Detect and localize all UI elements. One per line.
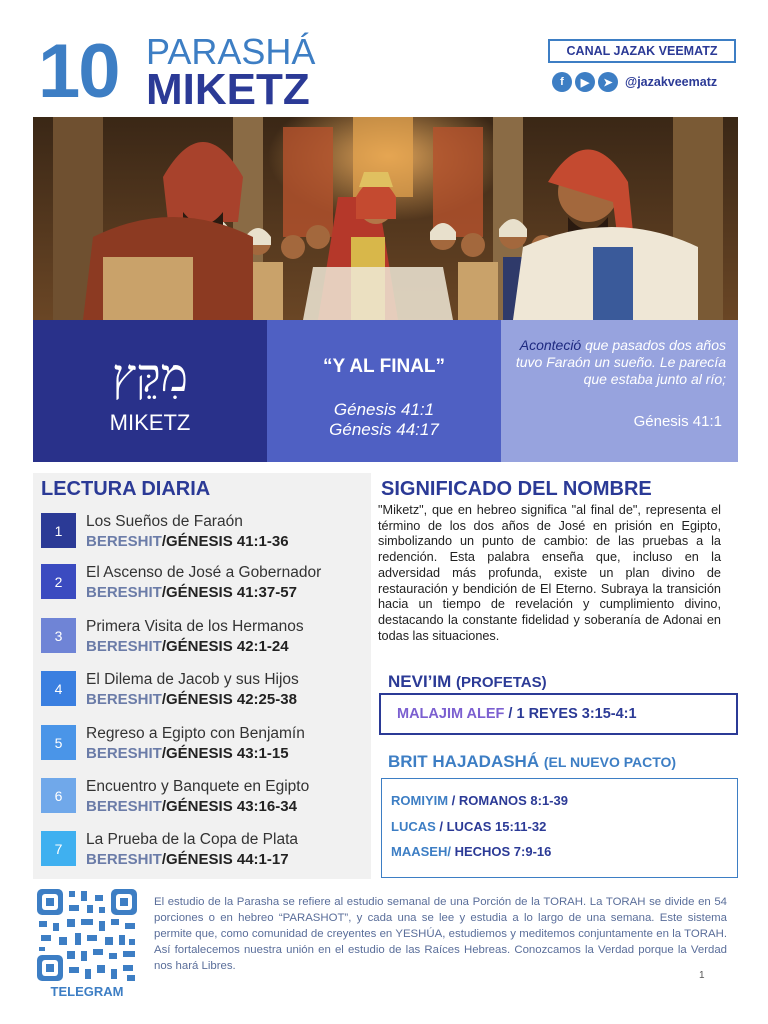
prophets-title: NEVI’IM (PROFETAS) — [388, 672, 547, 691]
reading-reference: BERESHIT/GÉNESIS 41:1-36 — [86, 533, 289, 550]
prophets-box — [379, 693, 738, 735]
social-links — [552, 72, 717, 92]
verse-panel — [501, 320, 738, 462]
new-covenant-title: BRIT HAJADASHÁ (EL NUEVO PACTO) — [388, 752, 677, 771]
reading-reference: BERESHIT/GÉNESIS 41:37-57 — [86, 584, 297, 601]
daily-reading-title: LECTURA DIARIA — [41, 478, 211, 500]
hebrew-title: מִקֵּץ — [112, 348, 188, 402]
reading-number: 2 — [41, 564, 76, 599]
reading-title: Regreso a Egipto con Benjamín — [86, 725, 305, 742]
reading-number: 4 — [41, 671, 76, 706]
social-handle[interactable]: @jazakveematz — [625, 75, 718, 89]
new-covenant-box — [381, 778, 738, 878]
name-meaning-title: SIGNIFICADO DEL NOMBRE — [381, 478, 652, 500]
verse-reference: Génesis 41:1 — [633, 413, 722, 430]
telegram-qr-code[interactable] — [37, 889, 137, 981]
reading-item[interactable] — [41, 513, 371, 553]
reading-reference: BERESHIT/GÉNESIS 42:25-38 — [86, 691, 297, 708]
facebook-icon[interactable]: f — [552, 72, 572, 92]
reference-start: Génesis 41:1 — [333, 400, 435, 419]
reading-title: Encuentro y Banquete en Egipto — [86, 778, 310, 795]
youtube-icon[interactable]: ▶ — [575, 72, 595, 92]
parasha-label: PARASHÁ — [146, 31, 316, 72]
reading-number: 6 — [41, 778, 76, 813]
reading-item[interactable] — [41, 778, 371, 818]
page-number: 1 — [699, 970, 705, 981]
reading-title: La Prueba de la Copa de Plata — [86, 831, 298, 848]
reading-title: Primera Visita de los Hermanos — [86, 618, 304, 635]
reading-number: 3 — [41, 618, 76, 653]
new-covenant-reading[interactable]: MAASEH/ HECHOS 7:9-16 — [391, 844, 552, 859]
reading-item[interactable] — [41, 831, 371, 871]
reading-title: El Ascenso de José a Gobernador — [86, 564, 322, 581]
name-meaning-text: "Miketz", que en hebreo significa "al final de", representa el término de los dos años de José en prisión en Egipto, simbolizando un punto de cambio: de las pruebas a la redención. Esta palabra enseña que, incluso en la adversidad más profunda, existe un plan divino de restauración y bendición de El Eterno. Subraya la transición hacia un tiempo de revelación y cumplimiento divino, destacando la constante fidelidad y soberanía de Adonai en todas las situaciones. — [378, 503, 721, 643]
reading-reference: BERESHIT/GÉNESIS 43:16-34 — [86, 798, 297, 815]
reading-item[interactable] — [41, 564, 371, 604]
reading-reference: BERESHIT/GÉNESIS 42:1-24 — [86, 638, 289, 655]
reading-title: El Dilema de Jacob y sus Hijos — [86, 671, 299, 688]
reading-reference: BERESHIT/GÉNESIS 44:1-17 — [86, 851, 289, 868]
reading-number: 1 — [41, 513, 76, 548]
reference-end: Génesis 44:17 — [329, 420, 439, 439]
reading-number: 7 — [41, 831, 76, 866]
reading-item[interactable] — [41, 618, 371, 658]
prophets-reading[interactable]: MALAJIM ALEF / 1 REYES 3:15-4:1 — [397, 706, 637, 722]
name-meaning: “Y AL FINAL” — [322, 356, 446, 377]
channel-badge[interactable]: CANAL JAZAK VEEMATZ — [548, 39, 736, 63]
verse-text: que pasados dos años tuvo Faraón un sueño. Le parecía que estaba junto al río; — [515, 337, 726, 387]
parasha-name: MIKETZ — [146, 65, 310, 114]
footer-description: El estudio de la Parasha se refiere al estudio semanal de una Porción de la TORAH. La TORAH se divide en 54 porciones o en hebreo “PARASHOT”, y cada una se lee y estudia a lo largo de una semana. Este sistema permite que, como comunidad de creyentes en YESHÚA, estudiemos y meditemos conjuntamente en la TORAH. Así fortalecemos nuestra unión en el estudio de las Raíces Hebreas. Conozcamos la Verdad porque la Verdad nos hará Libres. — [154, 896, 727, 972]
hero-illustration — [33, 117, 738, 320]
new-covenant-reading[interactable]: ROMIYIM / ROMANOS 8:1-39 — [391, 793, 568, 808]
joseph-brothers-painting — [33, 117, 738, 320]
reading-item[interactable] — [41, 725, 371, 765]
reading-reference: BERESHIT/GÉNESIS 43:1-15 — [86, 745, 289, 762]
transliterated-title: MIKETZ — [109, 410, 191, 435]
reading-item[interactable] — [41, 671, 371, 711]
telegram-label: TELEGRAM — [50, 984, 124, 999]
reading-number: 5 — [41, 725, 76, 760]
verse-highlight: Aconteció — [519, 337, 582, 353]
reading-title: Los Sueños de Faraón — [86, 513, 243, 530]
key-verse — [511, 337, 726, 388]
meaning-panel — [267, 320, 501, 462]
hebrew-title-panel — [33, 320, 267, 462]
telegram-icon[interactable]: ➤ — [598, 72, 618, 92]
parasha-number: 10 — [38, 29, 119, 114]
new-covenant-reading[interactable]: LUCAS / LUCAS 15:11-32 — [391, 819, 547, 834]
